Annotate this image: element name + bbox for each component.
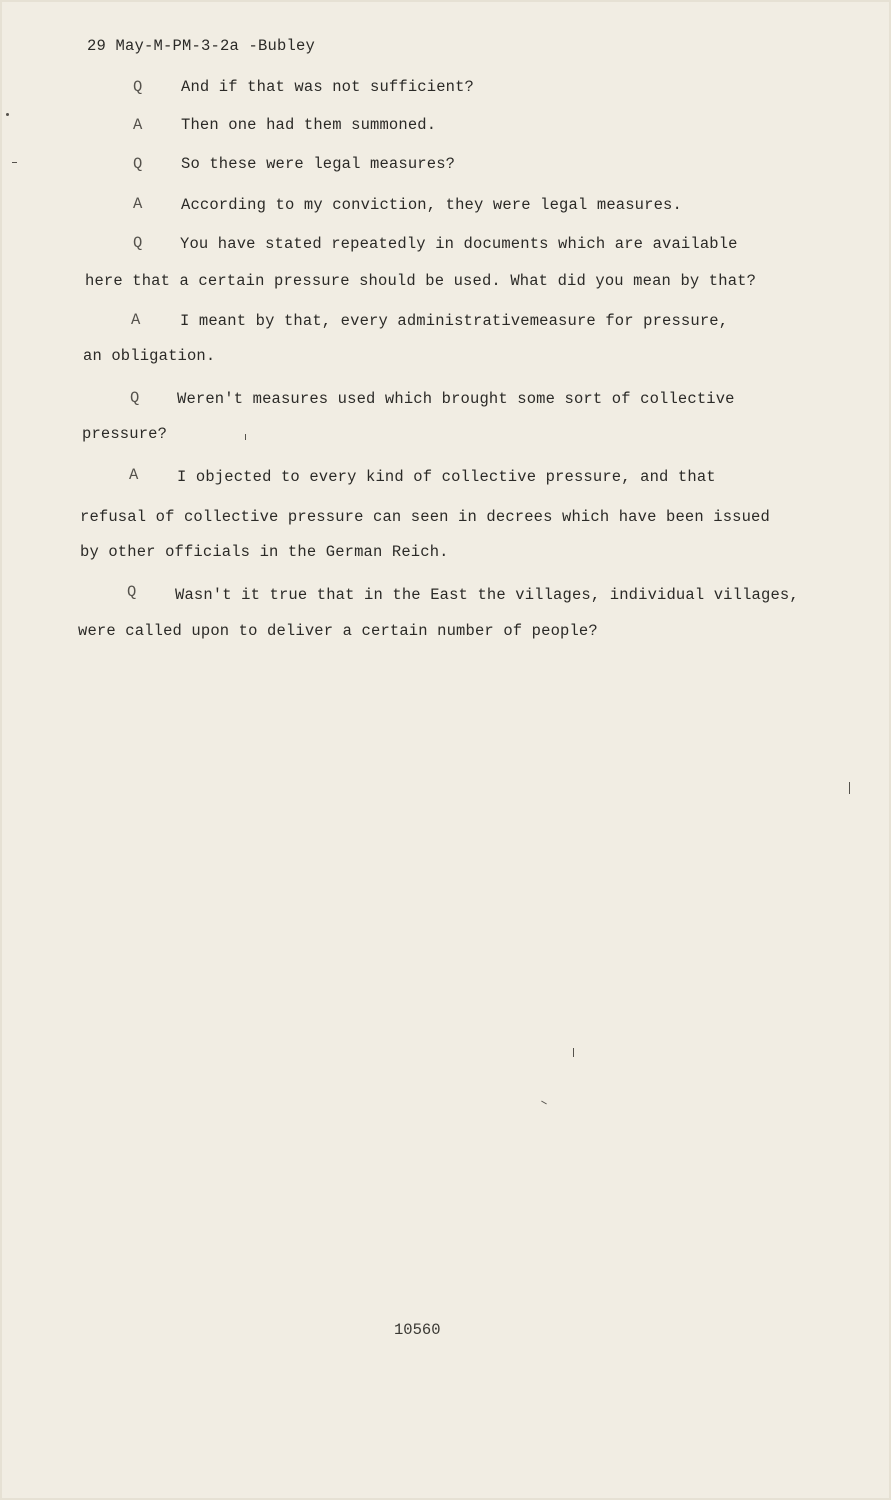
transcript-line: Weren't measures used which brought some sort of collective [177,390,735,408]
speaker-q: Q [133,155,143,173]
transcript-line: You have stated repeatedly in documents which are available [180,235,738,253]
speaker-q: Q [133,234,143,252]
paper-speck [573,1048,574,1057]
paper-speck [245,434,246,440]
paper-speck [12,162,17,163]
transcript-line: I objected to every kind of collective pressure, and that [177,468,716,486]
paper-speck [849,782,850,794]
speaker-a: A [133,116,143,134]
transcript-line: Then one had them summoned. [181,116,437,134]
transcript-line: by other officials in the German Reich. [80,543,449,561]
transcript-line: And if that was not sufficient? [181,78,474,96]
transcript-line: So these were legal measures? [181,155,456,173]
paper-speck [541,1101,547,1105]
speaker-q: Q [133,78,143,96]
speaker-a: A [129,466,139,484]
speaker-q: Q [127,583,137,601]
paper-speck [6,113,9,116]
transcript-line: an obligation. [83,347,216,365]
document-reference: 29 May-M-PM-3-2a -Bubley [87,37,316,55]
transcript-line: refusal of collective pressure can seen in decrees which have been issued [80,508,770,526]
page-number: 10560 [394,1321,441,1339]
transcript-line: here that a certain pressure should be used. What did you mean by that? [85,272,757,290]
speaker-a: A [133,195,143,213]
transcript-line: were called upon to deliver a certain number of people? [78,622,598,640]
transcript-line: I meant by that, every administrativemeasure for pressure, [180,312,729,330]
transcript-line: pressure? [82,425,168,443]
speaker-q: Q [130,389,140,407]
transcript-line: According to my conviction, they were legal measures. [181,196,682,214]
speaker-a: A [131,311,141,329]
transcript-line: Wasn't it true that in the East the villages, individual villages, [175,586,799,604]
